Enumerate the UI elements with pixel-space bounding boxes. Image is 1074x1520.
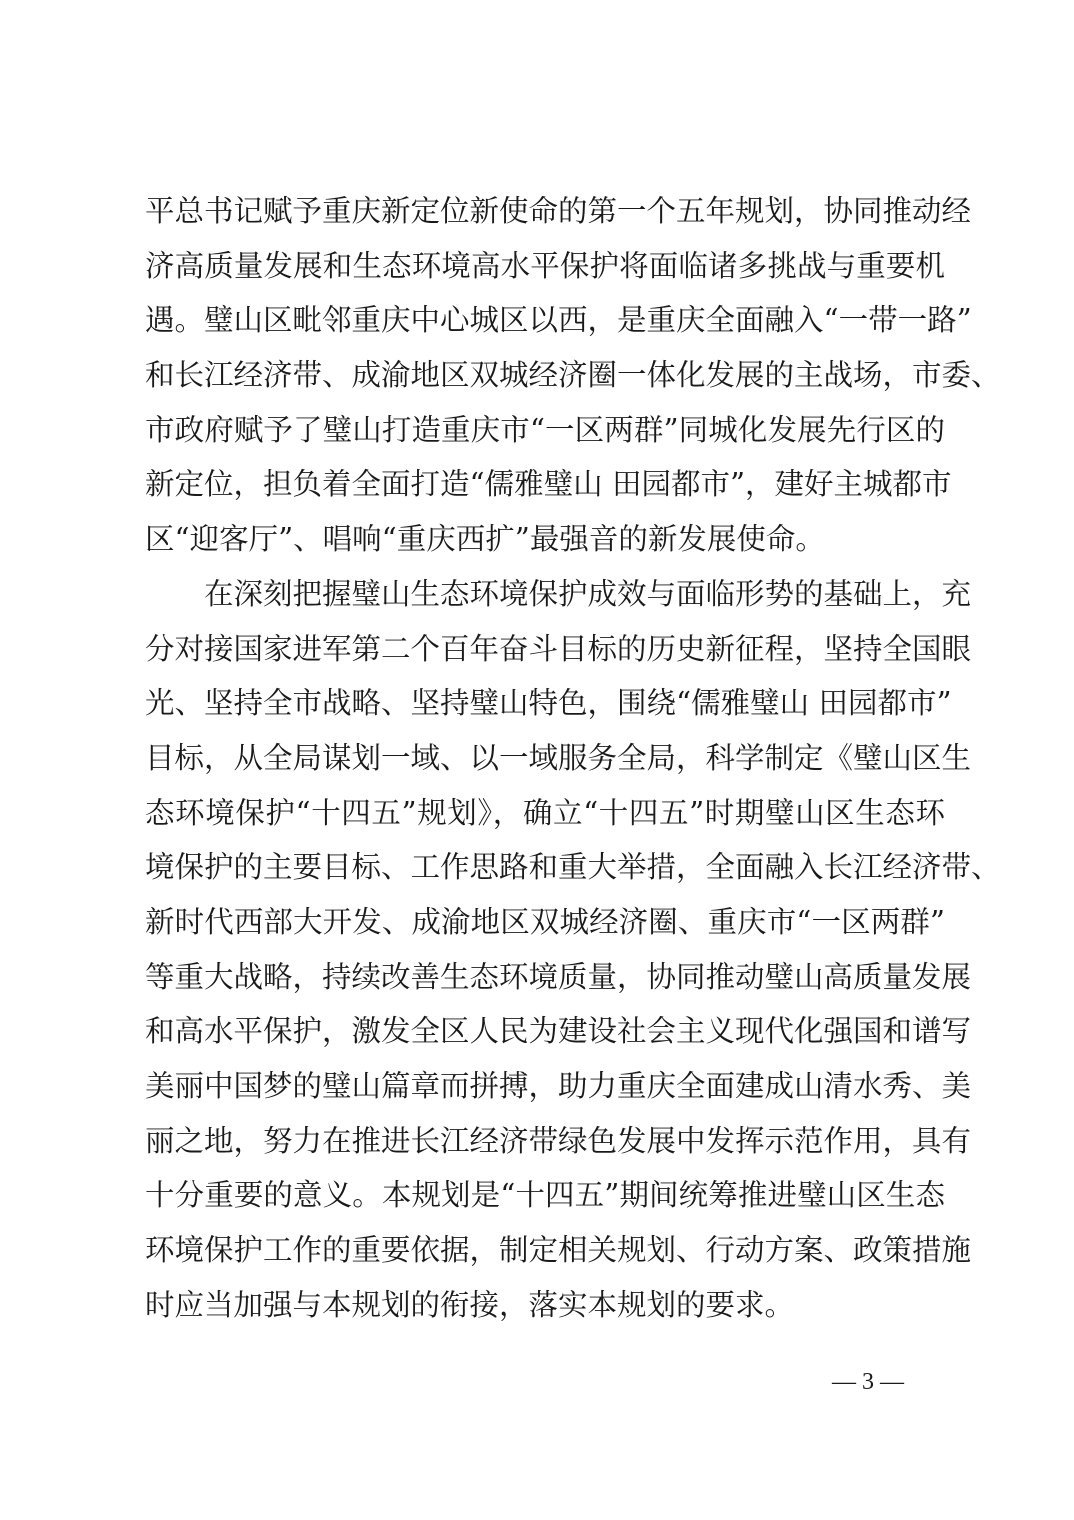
text-line: 和长江经济带、成渝地区双城经济圈一体化发展的主战场，市委、 [145, 358, 1001, 393]
text-line: 遇。璧山区毗邻重庆中心城区以西，是重庆全面融入“一带一路” [145, 303, 972, 338]
paragraph-2 [145, 567, 1001, 1333]
body-text [145, 184, 1001, 1332]
text-line: 济高质量发展和生态环境高水平保护将面临诸多挑战与重要机 [145, 248, 945, 283]
text-line: 光、坚持全市战略、坚持璧山特色，围绕“儒雅璧山 田园都市” [145, 686, 952, 721]
text-line: 境保护的主要目标、工作思路和重大举措，全面融入长江经济带、 [145, 850, 1001, 885]
text-line: 态环境保护“十四五”规划》，确立“十四五”时期璧山区生态环 [145, 795, 945, 830]
text-line: 在深刻把握璧山生态环境保护成效与面临形势的基础上，充 [145, 576, 972, 611]
text-line: 十分重要的意义。本规划是“十四五”期间统筹推进璧山区生态 [145, 1178, 945, 1213]
text-line: 区“迎客厅”、唱响“重庆西扩”最强音的新发展使命。 [145, 522, 825, 557]
text-line: 丽之地，努力在推进长江经济带绿色发展中发挥示范作用，具有 [145, 1123, 972, 1158]
text-line: 美丽中国梦的璧山篇章而拼搏，助力重庆全面建成山清水秀、美 [145, 1069, 972, 1103]
text-line: 环境保护工作的重要依据，制定相关规划、行动方案、政策措施 [145, 1233, 972, 1268]
text-line: 等重大战略，持续改善生态环境质量，协同推动璧山高质量发展 [145, 959, 972, 994]
text-line: 分对接国家进军第二个百年奋斗目标的历史新征程，坚持全国眼 [145, 631, 972, 666]
text-line: 和高水平保护，激发全区人民为建设社会主义现代化强国和谱写 [145, 1014, 972, 1049]
text-line: 时应当加强与本规划的衔接，落实本规划的要求。 [145, 1287, 795, 1322]
text-line: 新定位，担负着全面打造“儒雅璧山 田园都市”，建好主城都市 [145, 467, 952, 502]
page-number: — 3 — [832, 1369, 904, 1395]
text-line: 目标，从全局谋划一域、以一域服务全局，科学制定《璧山区生 [145, 740, 972, 775]
text-line: 新时代西部大开发、成渝地区双城经济圈、重庆市“一区两群” [145, 904, 945, 939]
text-line: 市政府赋予了璧山打造重庆市“一区两群”同城化发展先行区的 [145, 412, 945, 447]
paragraph-1 [145, 184, 1001, 567]
text-line: 平总书记赋予重庆新定位新使命的第一个五年规划，协同推动经 [145, 194, 972, 228]
